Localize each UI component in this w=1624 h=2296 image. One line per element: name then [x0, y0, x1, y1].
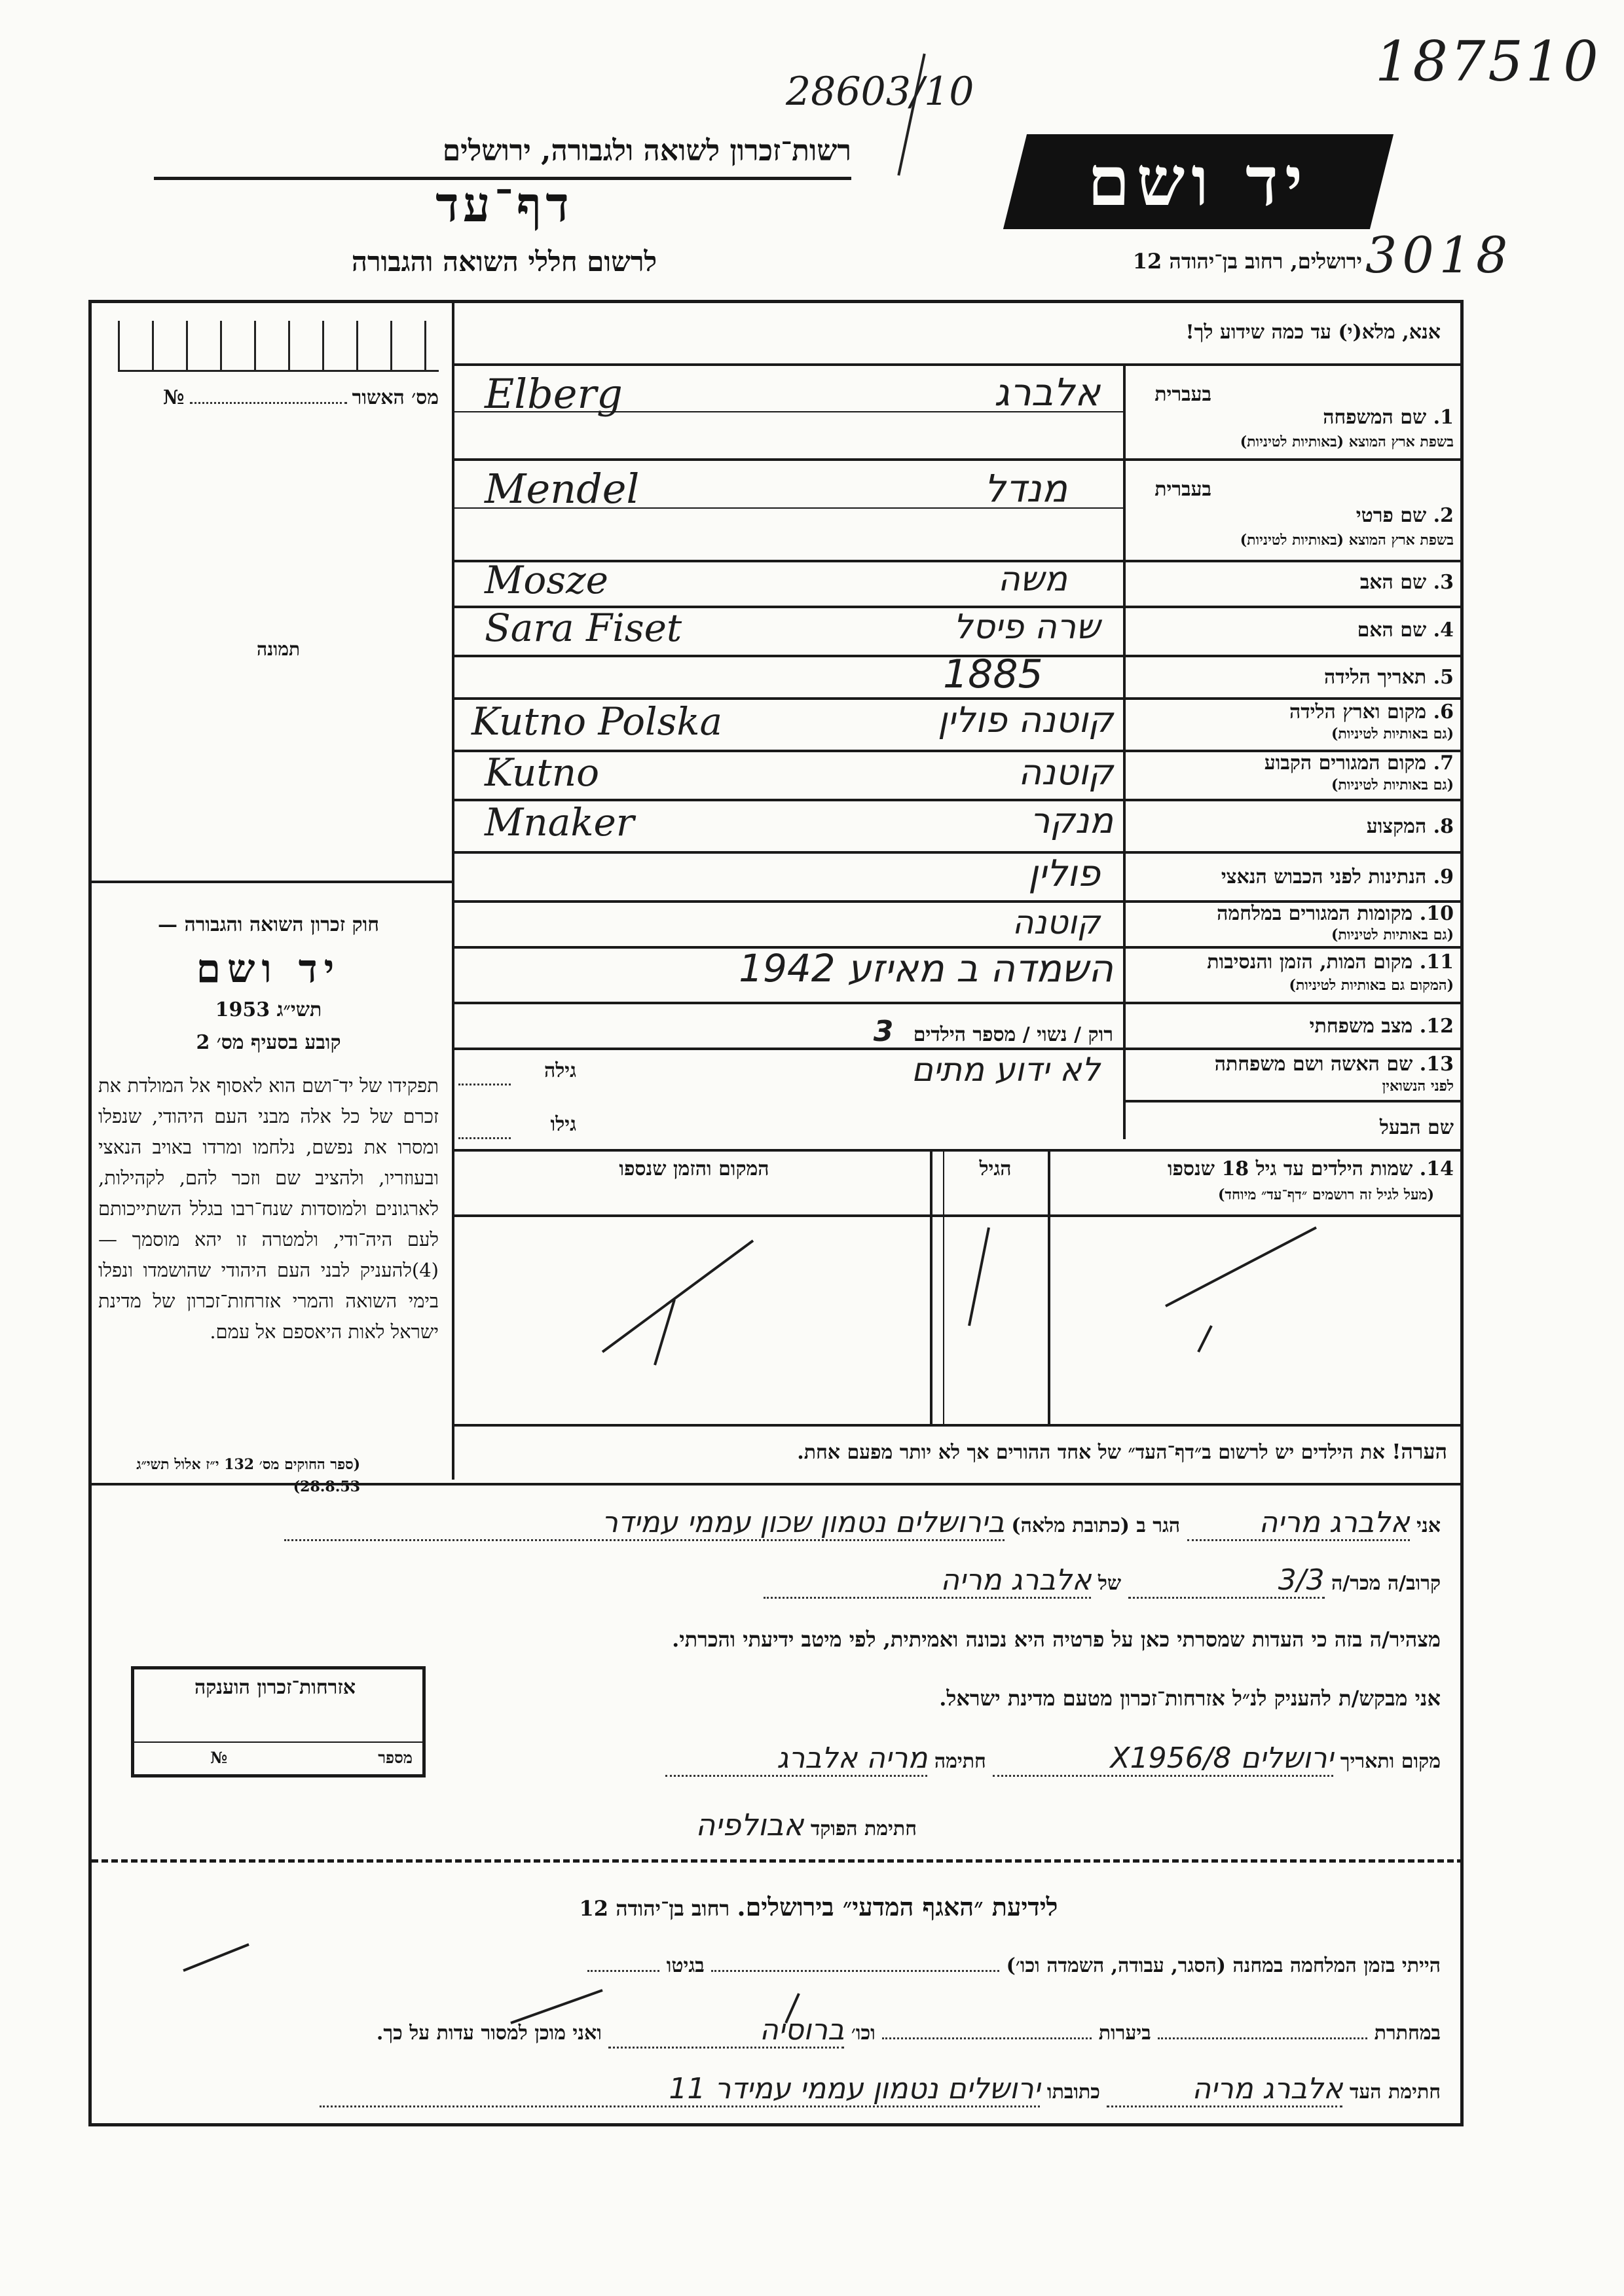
husband-age-label: גילו — [550, 1113, 576, 1136]
field-1-latin-value: Elberg — [485, 370, 623, 418]
citizenship-number: מספר№ — [210, 1748, 413, 1767]
field-13-label: 13. שם האשה ושם משפחתה — [1214, 1053, 1454, 1076]
field-1-label: 1. שם המשפחה — [1323, 406, 1454, 429]
law-name: יד ושם — [196, 946, 341, 992]
remark: הערה! את הילדים יש לרשום ב״דף־העד״ של אחד ההורים אך לא יותר מפעם אחת. — [797, 1439, 1447, 1464]
field-11-label: 11. מקום המות, הזמן והנסיבות — [1207, 951, 1454, 974]
field-6-hebrew-value: קוטנה פולין — [937, 699, 1113, 740]
row-line-11 — [452, 1002, 1464, 1004]
wife-age-line — [458, 1084, 511, 1085]
strike-name-2 — [1198, 1326, 1211, 1352]
strike-name-1 — [1166, 1228, 1316, 1306]
strike-age — [969, 1228, 989, 1326]
row-line-1 — [452, 458, 1464, 461]
field-1-hebrew-value: אלברג — [994, 370, 1100, 414]
witness-line: חתימת העד אלברג מריה כתובתו ירושלים נטמון עממי עמידר 11 — [105, 2072, 1441, 2107]
strike-ghetto — [183, 1944, 249, 1971]
field-8-latin-value: Mnaker — [485, 800, 635, 845]
authority-line: רשות־זכרון לשואה ולגבורה, ירושלים — [442, 134, 851, 168]
remark-bottom-line — [92, 1483, 1464, 1485]
field-3-label: 3. שם האב — [1359, 571, 1454, 594]
children-bottom-line — [452, 1424, 1464, 1427]
field-7-hebrew-value: קוטנה — [1018, 752, 1113, 793]
form-title: דף־עד — [435, 177, 573, 233]
field-2-hebrew-value: מנדל — [984, 466, 1067, 511]
photo-label: תמונה — [256, 638, 301, 660]
law-reference: (ספר החוקים מס׳ 132 י״ז אלול תשי״ג 28.8.53) — [136, 1456, 360, 1495]
declaration-line-2: קרוב/ה מכר/ה 3/3 של אלברג מריה — [367, 1563, 1441, 1599]
field-7-latin-value: Kutno — [485, 750, 599, 795]
strike-underground — [511, 1990, 602, 2023]
logo-text: יד ושם — [1087, 141, 1310, 221]
citizenship-request: אני מבקש/ת להעניק לנ״ל אזרחות־זכרון מטעם מדינת ישראל. — [939, 1686, 1441, 1711]
field-11-note: (המקום גם באותיות לטיניות) — [1289, 977, 1454, 994]
citizenship-box-title: אזרחות־זכרון הוענקה — [194, 1676, 356, 1699]
field-1-hebrew-tag: בעברית — [1154, 383, 1211, 406]
field-10-note: (גם באותיות לטיניות) — [1331, 926, 1454, 943]
law-clause: קובע בסעיף מס׳ 2 — [196, 1031, 341, 1054]
law-title: חוק זכרון השואה והגבורה — — [158, 913, 379, 936]
field-12-label: 12. מצב משפחתי — [1309, 1015, 1454, 1038]
field-1-note: בשפת ארץ המוצא (באותיות לטיניות) — [1240, 433, 1454, 450]
address: ירושלים, רחוב בן־יהודה 12 — [1132, 249, 1362, 274]
children-title: 14. שמות הילדים עד גיל 18 שנספו — [1167, 1157, 1454, 1180]
instruction-text: אנא, מלא(י) עד כמה שידוע לך! — [1185, 321, 1441, 344]
wife-age-label: גילה — [544, 1059, 576, 1082]
form-subtitle: לרשום חללי השואה והגבורה — [351, 246, 657, 278]
husband-label: שם הבעל — [1379, 1116, 1454, 1139]
field-6-latin-value: Kutno Polska — [471, 699, 723, 744]
children-place-col: המקום והזמן שנספו — [619, 1157, 769, 1180]
strike-place-1 — [602, 1241, 753, 1352]
underground-line: במחתרת ביערות וכו׳ ברוסיה ואני מוכן למסור עדות על כך. — [105, 2013, 1441, 2049]
field-2-hebrew-tag: בעברית — [1154, 478, 1211, 501]
field-2-label: 2. שם פרטי — [1356, 504, 1454, 527]
place-date-line: מקום ותאריך ירושלים 8/X1956 חתימה מריה אלברג — [458, 1741, 1441, 1777]
archive-number: 187510 — [1375, 29, 1601, 94]
field-3-hebrew-value: משה — [997, 560, 1067, 599]
grid-top-line — [452, 363, 1464, 366]
field-10-label: 10. מקומות המגורים במלחמה — [1217, 902, 1454, 925]
children-strike-marks — [452, 1214, 1464, 1424]
case-number: 28603/10 — [786, 69, 974, 115]
field-11-value: השמדה ב מאיזע 1942 — [739, 946, 1113, 991]
marital-status-options: רוק / נשוי / מספר הילדים 3 — [873, 1015, 1113, 1048]
declaration-statement: מצהיר/ה בזה כי העדות שמסרתי כאן על פרטיה היא נכונה ואמיתית, לפי מיטב ידיעתי והכרתי. — [672, 1627, 1441, 1652]
citizenship-box-split — [132, 1741, 424, 1743]
field-4-hebrew-value: שרה פיסל — [953, 608, 1100, 647]
field-6-note: (גם באותיות לטיניות) — [1331, 725, 1454, 742]
field-6-label: 6. מקום וארץ הלידה — [1289, 701, 1454, 723]
field-8-hebrew-value: מנקר — [1029, 800, 1113, 841]
field-9-label: 9. הנתינות לפני הכבוש הנאצי — [1221, 866, 1454, 888]
law-text: תפקידו של יד־ושם הוא לאסוף אל המולדת את זכרם של כל אלה מבני העם היהודי, שנפלו ומסרו את נפשם, נלחמו ומרדו באויב הנאצי ובעוזריו, ולהציב שם וזכר להם, לקהילות, לארגונים ולמוסדות שנח־רבו בגלל השתייכותם לעם היה־ודי, ולמטרה זו יהא מוסמך — (4)להעניק לבני העם היהודי שהושמדו ונפלו בימי השואה והמרי אזרחות־זכרון של מדינת ישראל לאות היאספם אל עמם. — [98, 1074, 439, 1343]
strike-place-2 — [655, 1300, 674, 1365]
wartime-strike-marks — [105, 1918, 1441, 2049]
approval-number-label: מס׳ האשור№ — [162, 386, 439, 409]
field-7-note: (גם באותיות לטיניות) — [1331, 776, 1454, 793]
row-line-13 — [1123, 1100, 1464, 1102]
field-2-note: בשפת ארץ המוצא (באותיות לטיניות) — [1240, 532, 1454, 549]
field-13-value: לא ידוע מתים — [911, 1051, 1100, 1089]
wartime-title: לידיעת ״האגף המדעי״ בירושלים. רחוב בן־יהודה 12 — [579, 1892, 1058, 1922]
field-3-latin-value: Mosze — [485, 558, 608, 602]
stamp-number: 3018 — [1365, 226, 1513, 284]
official-signature-line: חתימת הפוקד אבולפיה — [695, 1807, 917, 1842]
children-age-col: הגיל — [979, 1157, 1012, 1180]
field-7-label: 7. מקום המגורים הקבוע — [1264, 752, 1454, 774]
field-13-note: לפני הנשואין — [1382, 1078, 1454, 1095]
field-4-latin-value: Sara Fiset — [485, 606, 682, 650]
camp-line: הייתי בזמן המלחמה במחנה (הסגר, עבודה, השמדה וכו׳) בגיטו — [105, 1954, 1441, 1977]
field-5-label: 5. תאריך הלידה — [1324, 666, 1454, 689]
field-5-value: 1885 — [943, 651, 1043, 697]
field-9-value: פולין — [1028, 852, 1100, 895]
field-4-label: 4. שם האם — [1357, 619, 1454, 642]
declaration-line-1: אני אלברג מריה הגר ב (כתובת מלאה) בירושלים נטמון שכון עממי עמידר — [105, 1506, 1441, 1541]
law-year: תשי״ג 1953 — [215, 998, 322, 1021]
husband-age-line — [458, 1137, 511, 1139]
field-2-latin-value: Mendel — [485, 465, 640, 513]
photo-box-bottom — [92, 881, 453, 883]
field-8-label: 8. המקצוע — [1366, 815, 1454, 838]
row-line-14 — [452, 1149, 1464, 1152]
approval-stamp-box — [118, 321, 439, 372]
field-10-value: קוטנה — [1012, 903, 1100, 941]
children-note: (מעל לגיל זה רושמים ״דף־עד״ מיוחד) — [1217, 1186, 1434, 1203]
strike-forests — [786, 1994, 799, 2023]
tear-off-separator — [92, 1859, 1464, 1863]
